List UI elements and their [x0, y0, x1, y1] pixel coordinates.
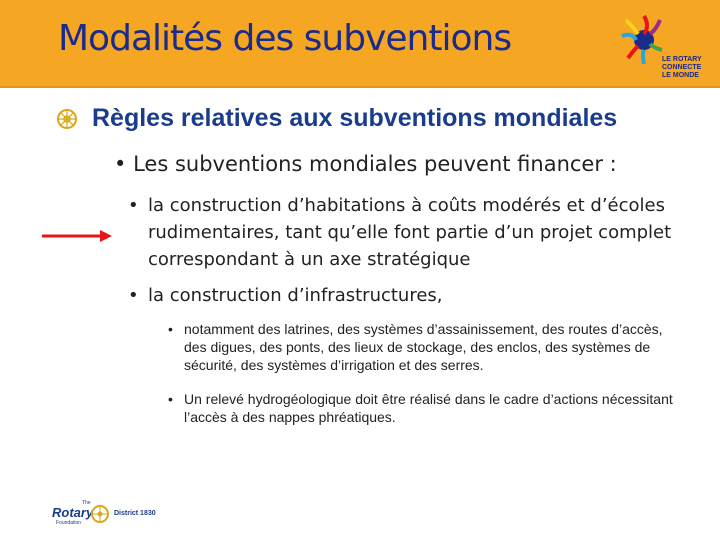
bullet-level-1	[114, 152, 617, 176]
footer-district: District 1830	[114, 510, 156, 517]
rotary-wheel-icon	[55, 107, 79, 131]
logo-tagline	[662, 56, 702, 80]
footer-foundation: Foundation	[56, 520, 82, 526]
slide-title: Modalités des subventions	[58, 18, 512, 59]
slide-heading: Règles relatives aux subventions mondiales	[92, 104, 618, 132]
bullet-text: Les subventions mondiales peuvent financer :	[133, 152, 617, 176]
bullet-dot: •	[128, 195, 139, 216]
bullet-level-3-item	[168, 320, 688, 374]
bullet-level-3-item	[168, 390, 688, 426]
bullet-dot: •	[128, 285, 139, 306]
bullet-text: la construction d’infrastructures,	[148, 285, 443, 306]
bullet-level-2-item	[128, 282, 688, 309]
footer-the: The	[82, 500, 91, 506]
bullet-dot: •	[168, 321, 173, 337]
bullet-text: notamment des latrines, des systèmes d’assainissement, des routes d’accès, des digues, des ponts, des lieux de stockage, des enclos, des systèmes de sécurité, des systèmes d’irrigation et des serres.	[184, 321, 663, 373]
logo-line-1: LE ROTARY	[662, 56, 702, 63]
bullet-dot: •	[168, 391, 173, 407]
red-arrow-icon	[42, 226, 114, 246]
footer-rotary-wheel-icon	[90, 504, 110, 524]
footer-rotary: Rotary	[52, 505, 94, 520]
logo-line-3: LE MONDE	[662, 72, 699, 79]
logo-line-2: CONNECTE	[662, 64, 702, 71]
bullet-level-2-item	[128, 192, 688, 273]
bullet-dot: •	[114, 152, 127, 176]
bullet-text: Un relevé hydrogéologique doit être réalisé dans le cadre d’actions nécessitant l’accès à des nappes phréatiques.	[184, 391, 673, 425]
bullet-text: la construction d’habitations à coûts modérés et d’écoles rudimentaires, tant qu’elle font partie d’un projet complet correspondant à un axe stratégique	[148, 195, 672, 270]
